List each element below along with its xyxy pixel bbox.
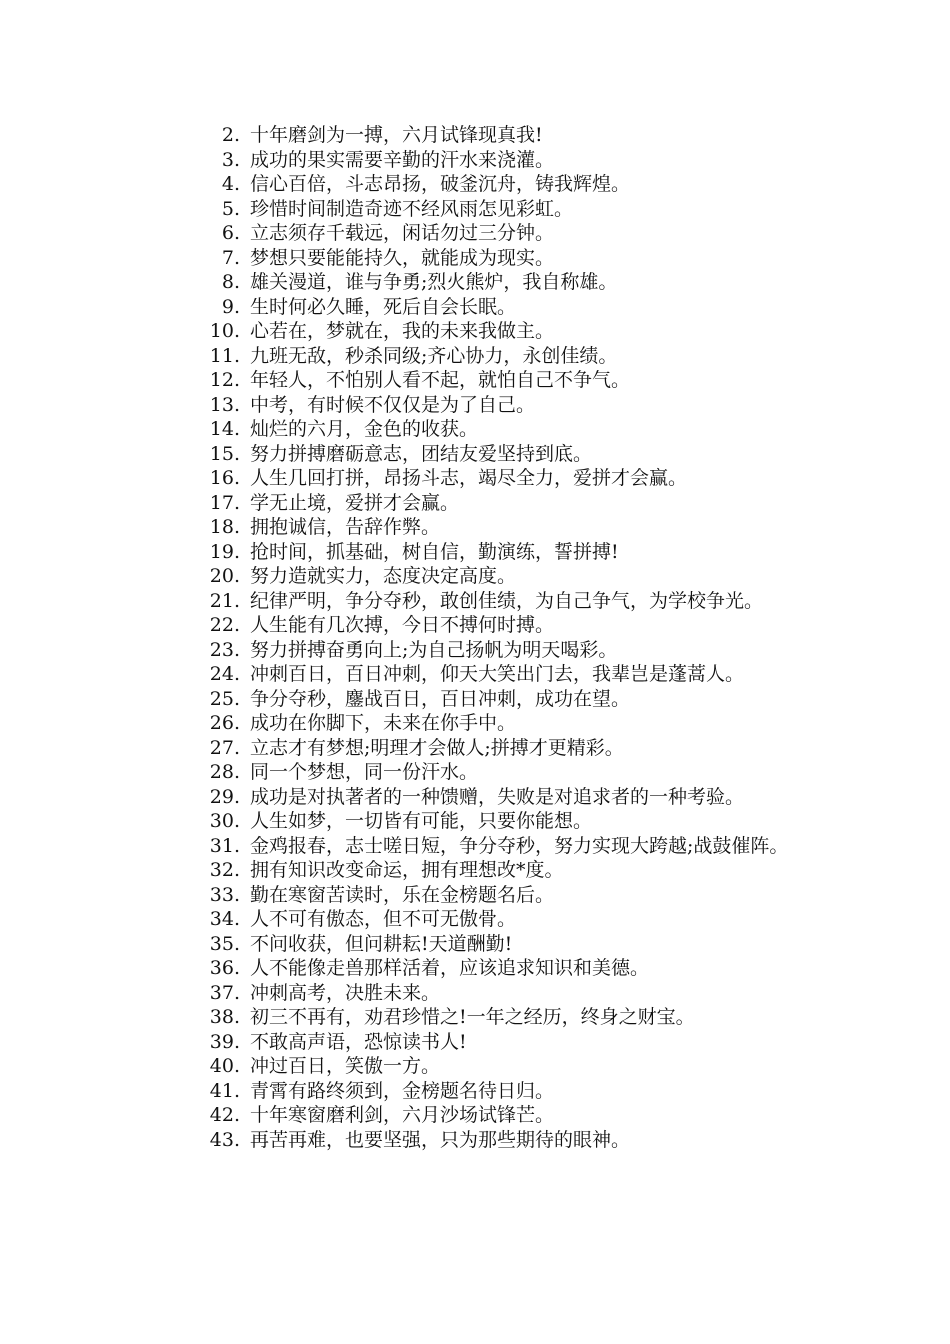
item-number: 25. xyxy=(209,687,240,710)
item-text: 勤在寒窗苦读时，乐在金榜题名后。 xyxy=(250,883,555,906)
item-number: 22. xyxy=(209,614,240,636)
list-item xyxy=(146,662,826,687)
item-number: 35. xyxy=(209,932,240,955)
list-item xyxy=(146,466,826,491)
item-number: 24. xyxy=(209,663,240,685)
item-number: 27. xyxy=(209,736,240,759)
item-text: 拥有知识改变命运，拥有理想改*度。 xyxy=(250,859,564,881)
item-number: 7. xyxy=(221,246,240,269)
item-number: 37. xyxy=(209,981,240,1004)
list-item xyxy=(146,883,826,908)
item-number: 3. xyxy=(221,148,240,171)
list-item xyxy=(146,393,826,418)
list-item xyxy=(146,148,826,173)
list-item xyxy=(146,344,826,369)
list-item xyxy=(146,809,826,834)
item-text: 人生几回打拼，昂扬斗志，竭尽全力，爱拼才会赢。 xyxy=(250,467,688,489)
item-text: 信心百倍，斗志昂扬，破釜沉舟，铸我辉煌。 xyxy=(250,173,631,195)
item-number: 2. xyxy=(221,124,240,146)
item-text: 抢时间，抓基础，树自信，勤演练，誓拼搏! xyxy=(250,540,619,563)
item-number: 8. xyxy=(221,271,240,293)
item-text: 九班无敌，秒杀同级;齐心协力，永创佳绩。 xyxy=(250,344,618,367)
item-number: 28. xyxy=(209,761,240,783)
item-number: 40. xyxy=(209,1055,240,1077)
slogan-list xyxy=(146,123,826,1152)
item-text: 成功在你脚下，未来在你手中。 xyxy=(250,712,517,734)
item-text: 人不可有傲态，但不可无傲骨。 xyxy=(250,908,517,930)
item-text: 年轻人，不怕别人看不起，就怕自己不争气。 xyxy=(250,369,631,391)
list-item xyxy=(146,736,826,761)
item-text: 人生如梦，一切皆有可能，只要你能想。 xyxy=(250,810,593,832)
list-item xyxy=(146,834,826,859)
item-number: 23. xyxy=(209,638,240,661)
list-item xyxy=(146,956,826,981)
list-item xyxy=(146,589,826,614)
item-number: 13. xyxy=(209,393,240,416)
list-item xyxy=(146,638,826,663)
list-item xyxy=(146,123,826,148)
item-text: 心若在，梦就在，我的未来我做主。 xyxy=(250,320,555,342)
list-item xyxy=(146,1079,826,1104)
item-number: 42. xyxy=(209,1104,240,1126)
item-text: 金鸡报春，志士嗟日短，争分夺秒，努力实现大跨越;战鼓催阵。 xyxy=(250,834,789,857)
item-text: 学无止境，爱拼才会赢。 xyxy=(250,491,460,514)
item-text: 十年磨剑为一搏，六月试锋现真我! xyxy=(250,124,543,146)
item-text: 初三不再有，劝君珍惜之!一年之经历，终身之财宝。 xyxy=(250,1006,695,1028)
list-item xyxy=(146,1030,826,1055)
item-text: 珍惜时间制造奇迹不经风雨怎见彩虹。 xyxy=(250,197,574,220)
item-text: 成功的果实需要辛勤的汗水来浇灌。 xyxy=(250,148,555,171)
list-item xyxy=(146,246,826,271)
list-item xyxy=(146,1005,826,1030)
item-text: 中考，有时候不仅仅是为了自己。 xyxy=(250,393,536,416)
item-text: 拥抱诚信，告辞作弊。 xyxy=(250,516,441,538)
item-text: 十年寒窗磨利剑，六月沙场试锋芒。 xyxy=(250,1104,555,1126)
list-item xyxy=(146,172,826,197)
item-text: 纪律严明，争分夺秒，敢创佳绩，为自己争气，为学校争光。 xyxy=(250,589,764,612)
item-number: 20. xyxy=(209,565,240,587)
list-item xyxy=(146,613,826,638)
list-item xyxy=(146,270,826,295)
list-item xyxy=(146,319,826,344)
item-text: 人不能像走兽那样活着，应该追求知识和美德。 xyxy=(250,957,650,979)
list-item xyxy=(146,442,826,467)
item-number: 43. xyxy=(209,1128,240,1151)
item-text: 争分夺秒，鏖战百日，百日冲刺，成功在望。 xyxy=(250,687,631,710)
item-text: 同一个梦想，同一份汗水。 xyxy=(250,761,479,783)
item-number: 32. xyxy=(209,859,240,881)
item-number: 15. xyxy=(209,442,240,465)
item-text: 努力拼搏奋勇向上;为自己扬帆为明天喝彩。 xyxy=(250,638,618,661)
list-item xyxy=(146,564,826,589)
list-item xyxy=(146,491,826,516)
item-number: 10. xyxy=(209,320,240,342)
list-item xyxy=(146,221,826,246)
item-number: 33. xyxy=(209,883,240,906)
list-item xyxy=(146,858,826,883)
item-number: 29. xyxy=(209,785,240,808)
item-number: 36. xyxy=(209,957,240,979)
item-text: 立志才有梦想;明理才会做人;拼搏才更精彩。 xyxy=(250,736,624,759)
list-item xyxy=(146,1054,826,1079)
item-number: 39. xyxy=(209,1030,240,1053)
list-item xyxy=(146,711,826,736)
item-text: 人生能有几次搏，今日不搏何时搏。 xyxy=(250,614,555,636)
item-text: 再苦再难，也要坚强，只为那些期待的眼神。 xyxy=(250,1128,631,1151)
item-text: 努力造就实力，态度决定高度。 xyxy=(250,565,517,587)
item-number: 21. xyxy=(209,589,240,612)
item-text: 立志须存千载远，闲话勿过三分钟。 xyxy=(250,222,555,244)
list-item xyxy=(146,785,826,810)
list-item xyxy=(146,907,826,932)
item-text: 努力拼搏磨砺意志，团结友爱坚持到底。 xyxy=(250,442,593,465)
list-item xyxy=(146,295,826,320)
list-item xyxy=(146,197,826,222)
list-item xyxy=(146,932,826,957)
item-number: 34. xyxy=(209,908,240,930)
item-text: 冲过百日，笑傲一方。 xyxy=(250,1055,441,1077)
list-item xyxy=(146,540,826,565)
list-item xyxy=(146,981,826,1006)
item-text: 雄关漫道，谁与争勇;烈火熊炉，我自称雄。 xyxy=(250,271,618,293)
item-number: 6. xyxy=(221,222,240,244)
list-item xyxy=(146,417,826,442)
item-number: 31. xyxy=(209,834,240,857)
item-number: 11. xyxy=(209,344,240,367)
item-number: 14. xyxy=(209,418,240,440)
list-item xyxy=(146,515,826,540)
item-number: 16. xyxy=(209,467,240,489)
item-number: 19. xyxy=(209,540,240,563)
item-text: 青霄有路终须到，金榜题名待日归。 xyxy=(250,1079,555,1102)
item-number: 5. xyxy=(221,197,240,220)
item-number: 12. xyxy=(209,369,240,391)
list-item xyxy=(146,687,826,712)
item-text: 梦想只要能能持久，就能成为现实。 xyxy=(250,246,555,269)
item-text: 不问收获，但问耕耘!天道酬勤! xyxy=(250,932,513,955)
item-text: 成功是对执著者的一种馈赠，失败是对追求者的一种考验。 xyxy=(250,785,745,808)
item-number: 41. xyxy=(209,1079,240,1102)
item-text: 冲刺高考，决胜未来。 xyxy=(250,981,441,1004)
list-item xyxy=(146,1103,826,1128)
item-number: 26. xyxy=(209,712,240,734)
item-number: 4. xyxy=(221,173,240,195)
item-number: 9. xyxy=(221,295,240,318)
item-number: 17. xyxy=(209,491,240,514)
item-number: 18. xyxy=(209,516,240,538)
item-number: 30. xyxy=(209,810,240,832)
list-item xyxy=(146,1128,826,1153)
list-item xyxy=(146,760,826,785)
item-number: 38. xyxy=(209,1006,240,1028)
item-text: 灿烂的六月，金色的收获。 xyxy=(250,418,479,440)
list-item xyxy=(146,368,826,393)
item-text: 冲刺百日，百日冲刺，仰天大笑出门去，我辈岂是蓬蒿人。 xyxy=(250,663,745,685)
item-text: 不敢高声语，恐惊读书人! xyxy=(250,1030,467,1053)
item-text: 生时何必久睡，死后自会长眠。 xyxy=(250,295,517,318)
